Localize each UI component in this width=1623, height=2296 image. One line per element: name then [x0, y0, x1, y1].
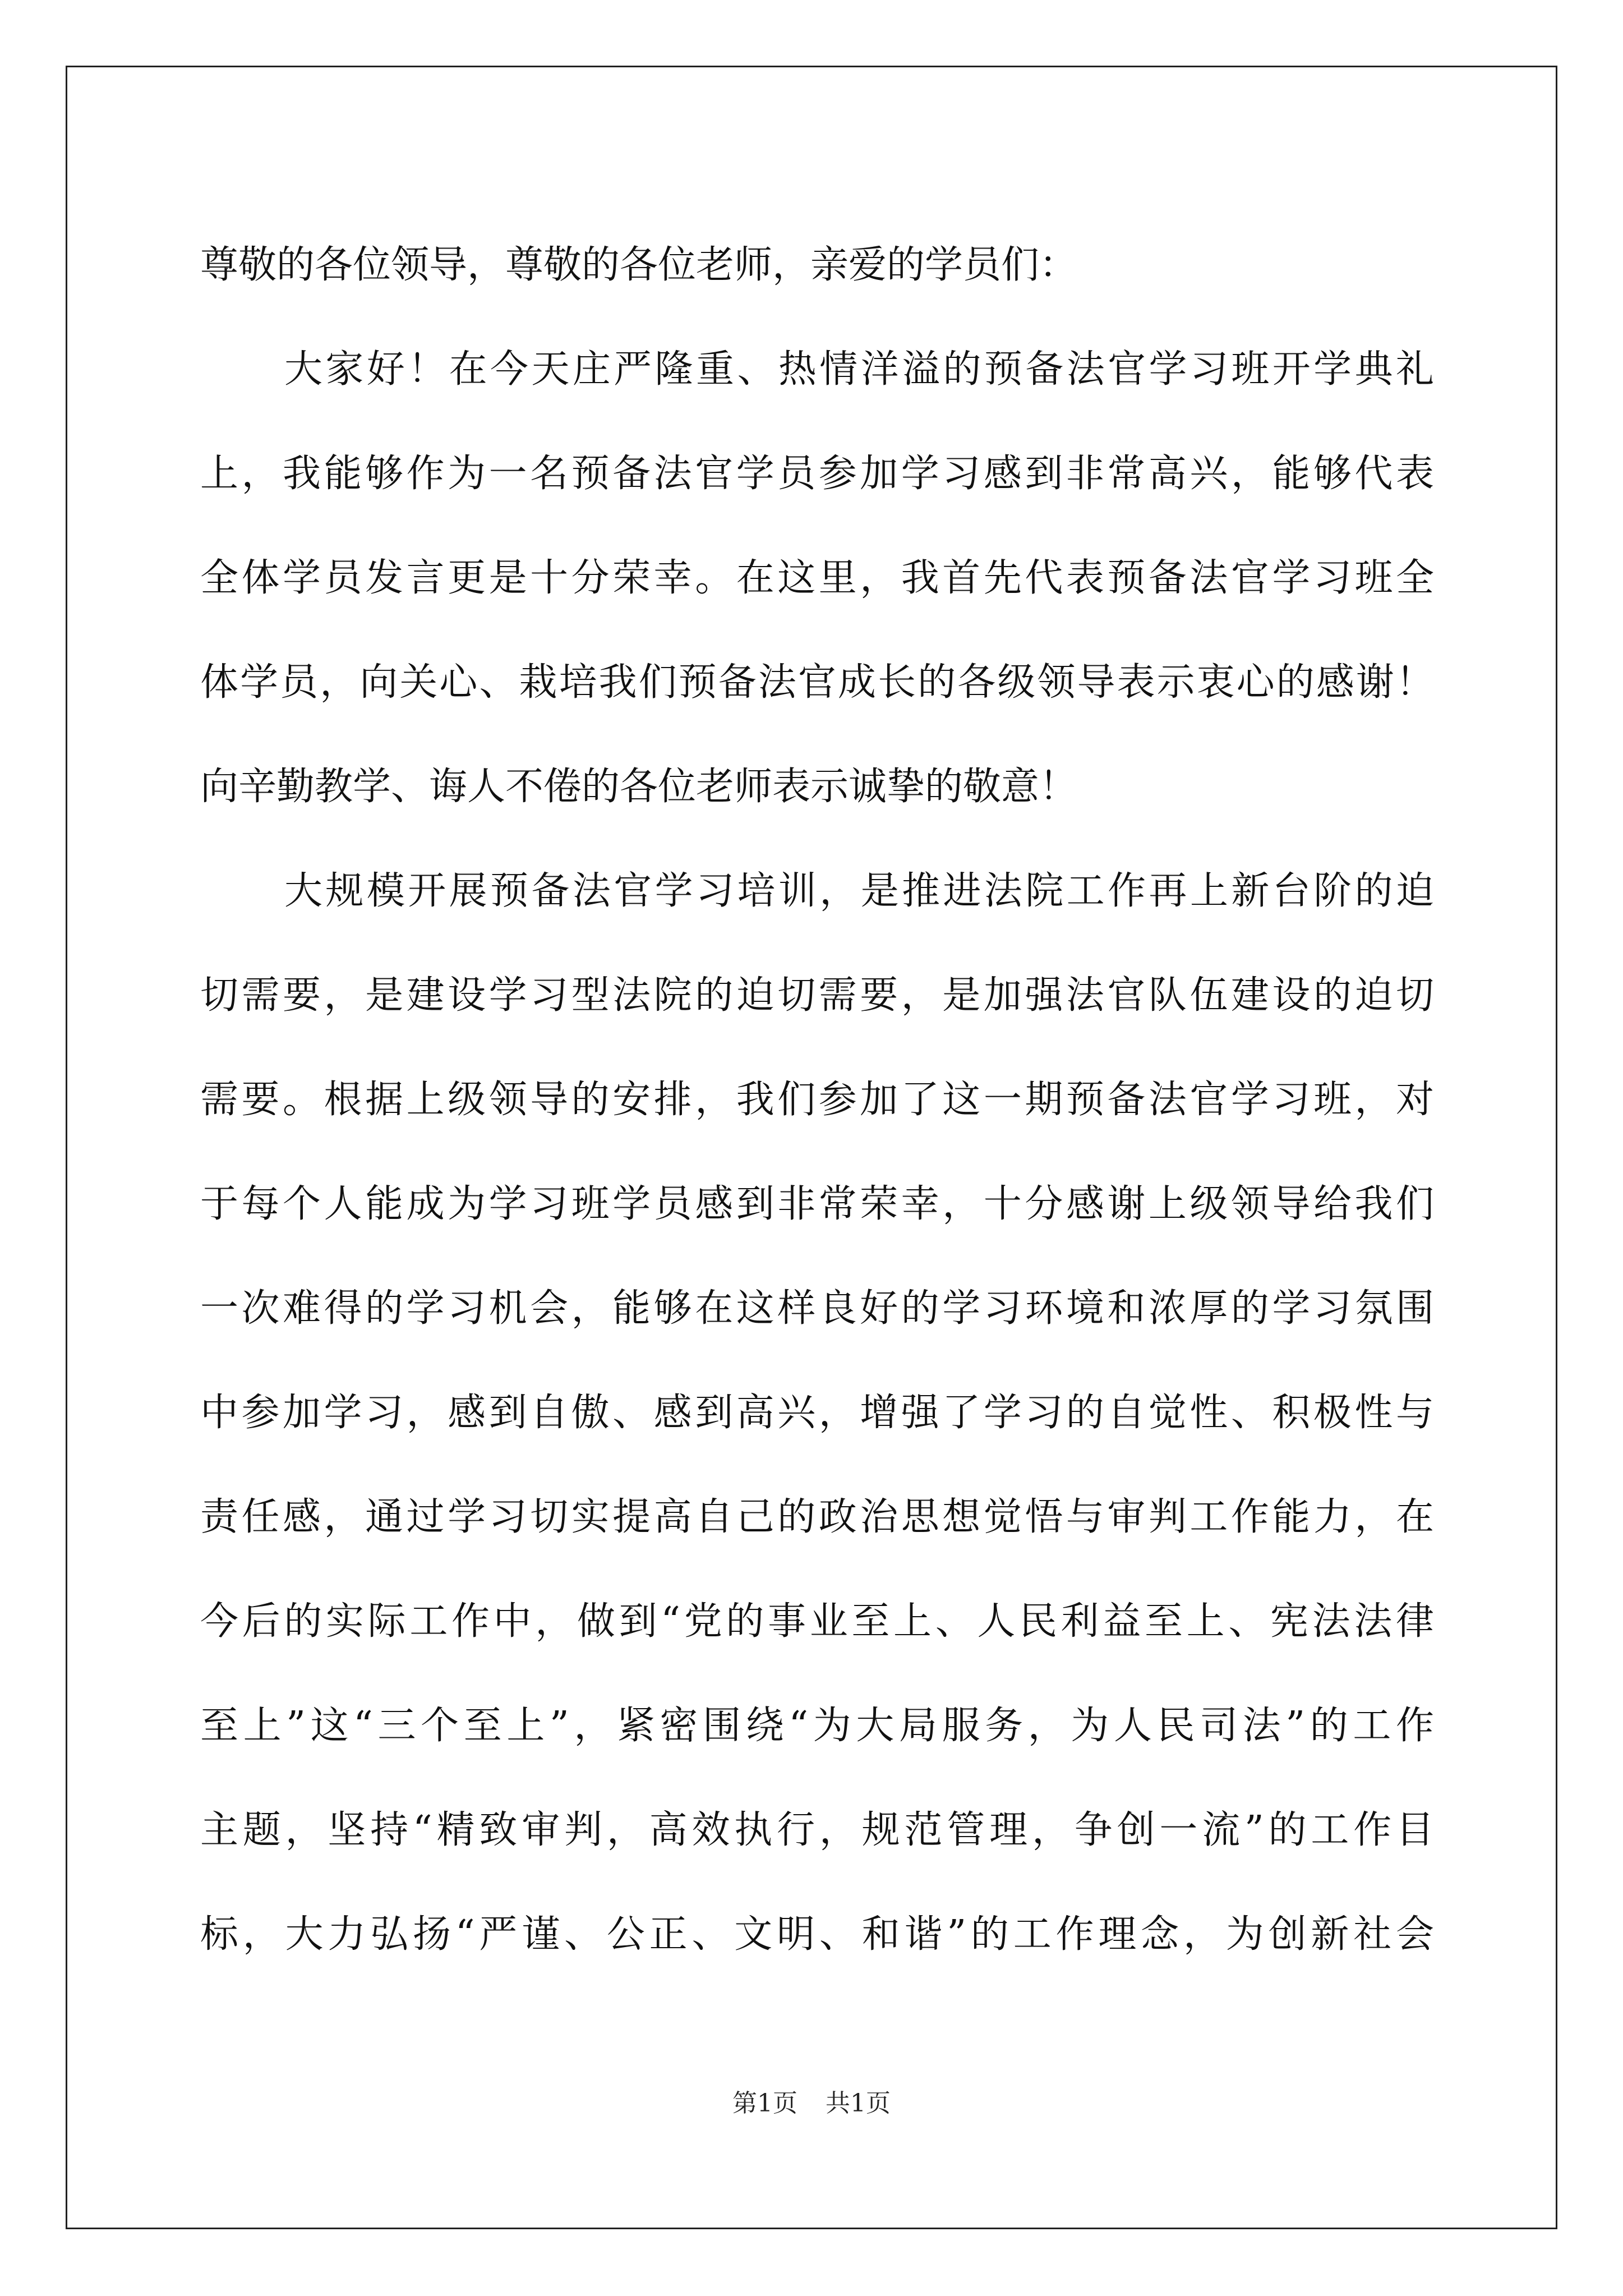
text-line-1: 尊敬的各位领导，尊敬的各位老师，亲爱的学员们：	[200, 243, 1078, 287]
page-total: 共1页	[826, 2089, 891, 2118]
page-number: 第1页	[732, 2089, 797, 2118]
text-line-16: 主题，坚持“精致审判，高效执行，规范管理，争创一流”的工作目	[200, 1808, 1434, 1852]
text-line-4: 全体学员发言更是十分荣幸。在这里，我首先代表预备法官学习班全	[200, 556, 1434, 600]
document-body	[200, 213, 1434, 1987]
text-line-14: 今后的实际工作中，做到“党的事业至上、人民利益至上、宪法法律	[200, 1599, 1434, 1644]
text-line-9: 需要。根据上级领导的安排，我们参加了这一期预备法官学习班，对	[200, 1078, 1434, 1122]
text-line-11: 一次难得的学习机会，能够在这样良好的学习环境和浓厚的学习氛围	[200, 1286, 1434, 1331]
text-line-3: 上，我能够作为一名预备法官学员参加学习感到非常高兴，能够代表	[200, 452, 1434, 496]
text-line-8: 切需要，是建设学习型法院的迫切需要，是加强法官队伍建设的迫切	[200, 973, 1434, 1018]
text-line-6: 向辛勤教学、诲人不倦的各位老师表示诚挚的敬意！	[200, 765, 1078, 809]
text-line-12: 中参加学习，感到自傲、感到高兴，增强了学习的自觉性、积极性与	[200, 1391, 1434, 1435]
text-line-17: 标，大力弘扬“严谨、公正、文明、和谐”的工作理念，为创新社会	[200, 1912, 1434, 1957]
text-line-2: 大家好！在今天庄严隆重、热情洋溢的预备法官学习班开学典礼	[284, 347, 1434, 392]
text-line-5: 体学员，向关心、栽培我们预备法官成长的各级领导表示衷心的感谢！	[200, 660, 1434, 705]
text-line-13: 责任感，通过学习切实提高自己的政治思想觉悟与审判工作能力，在	[200, 1495, 1434, 1539]
text-line-10: 于每个人能成为学习班学员感到非常荣幸，十分感谢上级领导给我们	[200, 1182, 1434, 1226]
page-footer	[0, 2087, 1623, 2120]
text-line-15: 至上”这“三个至上”，紧密围绕“为大局服务，为人民司法”的工作	[200, 1704, 1434, 1748]
text-line-7: 大规模开展预备法官学习培训，是推进法院工作再上新台阶的迫	[284, 869, 1434, 913]
